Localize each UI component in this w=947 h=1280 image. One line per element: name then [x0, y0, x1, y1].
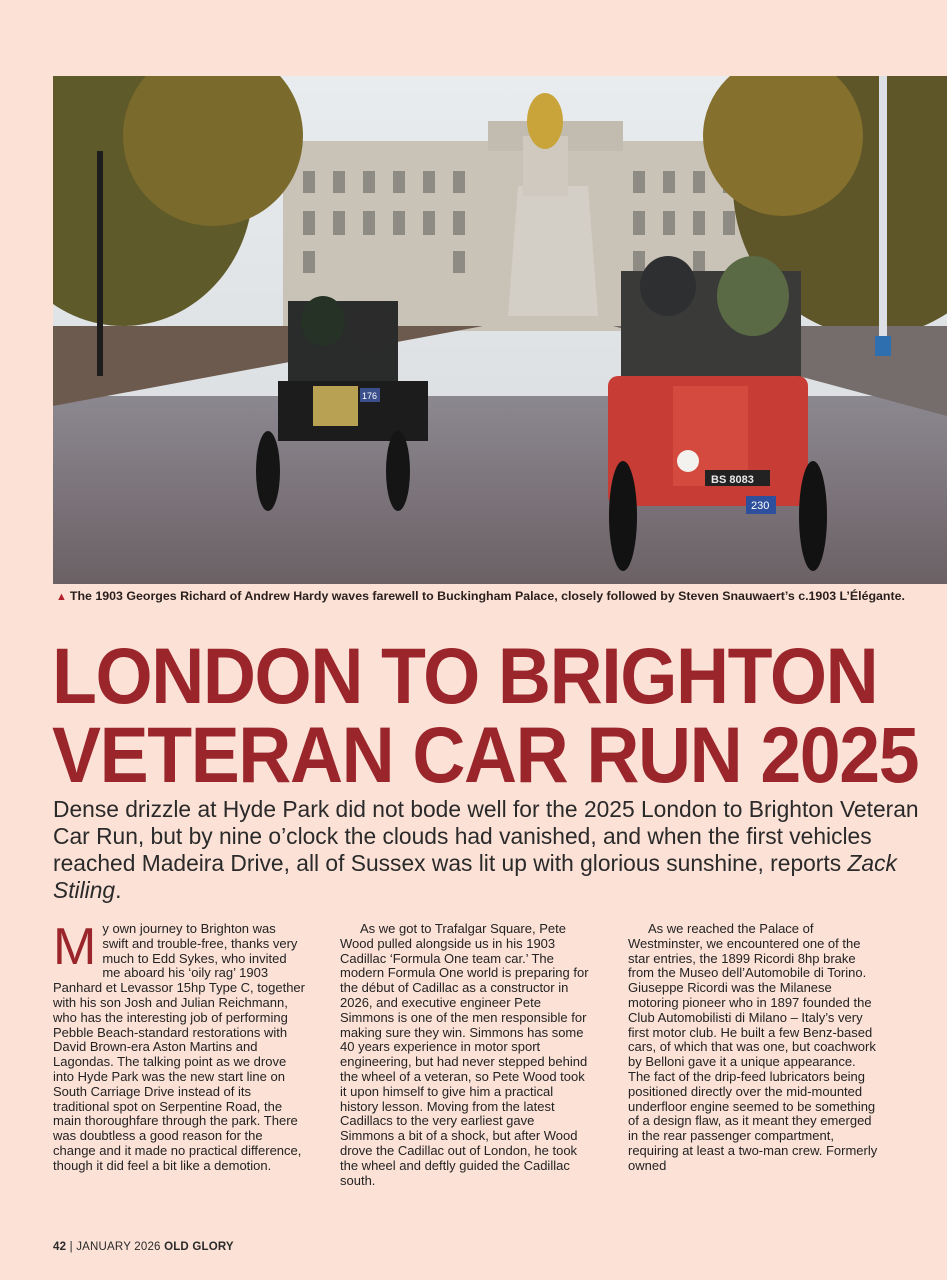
page-footer [53, 1241, 234, 1253]
headline-line-1: LONDON TO BRIGHTON [52, 631, 878, 720]
magazine-name: OLD GLORY [164, 1241, 234, 1253]
left-car-number: 176 [362, 391, 378, 401]
drop-cap: M [53, 918, 97, 976]
right-car-number: 230 [751, 500, 770, 512]
issue-date: JANUARY 2026 [76, 1241, 161, 1253]
headline-line-2: VETERAN CAR RUN 2025 [52, 710, 919, 799]
caption-text: The 1903 Georges Richard of Andrew Hardy waves farewell to Buckingham Palace, closely followed by Steven Snauwaert’s c.1903 L’Élégante. [69, 589, 905, 603]
standfirst-end: . [115, 877, 122, 903]
right-car-registration: BS 8083 [711, 474, 754, 486]
author-name: Zack Stiling [53, 850, 897, 903]
footer-separator: | [69, 1241, 73, 1253]
article-column-2: As we got to Trafalgar Square, Pete Wood pulled alongside us in his 1903 Cadillac ‘Formula One team car.’ The modern Formula One world is preparing for the début of Cadillac as a constructor in 2026, and executive engineer Pete Simmons is one of the men responsible for making sure they win. Simmons has some 40 years experience in motor sport engineering, but had never stepped behind the wheel of a veteran, so Pete Wood took it upon himself to give him a practical history lesson. Moving from the latest Cadillacs to the very earliest gave Simmons a bit of a shock, but after Wood drove the Cadillac out of London, he took the wheel and deftly guided the Cadillac south. [340, 921, 589, 1188]
caption-triangle-icon: ▲ [56, 591, 67, 603]
page-number: 42 [53, 1241, 67, 1253]
photo-caption [56, 589, 926, 605]
article-column-1 [53, 918, 305, 1174]
palace-veteran-cars-photo [53, 76, 947, 584]
headline [52, 631, 919, 799]
standfirst-text: Dense drizzle at Hyde Park did not bode well for the 2025 London to Brighton Veteran Car Run, but by nine o’clock the clouds had vanished, and when the first vehicles reached Madeira Drive, all of Sussex was lit up with glorious sunshine, reports [53, 796, 919, 876]
hero-photo [53, 76, 947, 584]
article-column-3: As we reached the Palace of Westminster, we encountered one of the star entries, the 1899 Ricordi 8hp brake from the Museo dell’Automobile di Torino. Giuseppe Ricordi was the Milanese motoring pioneer who in 1897 founded the Club Automobilisti di Milano – Italy’s very first motor club. He built a few Benz-based cars, of which that was one, but coachwork by Belloni gave it a unique appearance. The fact of the drip-feed lubricators being positioned directly over the mid-mounted underfloor engine seemed to be something of a design flaw, as it meant they emerged in the rear passenger compartment, requiring at least a two-man crew. Formerly owned [628, 921, 878, 1173]
standfirst [53, 796, 923, 904]
column-1-text: y own journey to Brighton was swift and trouble-free, thanks very much to Edd Sykes, who invited me aboard his ‘oily rag’ 1903 Panhard et Levassor 15hp Type C, together with his son Josh and Julian Reichmann, who has the interesting job of performing Pebble Beach-standard restorations with David Brown-era Aston Martins and Lagondas. The talking point as we drove into Hyde Park was the new start line on South Carriage Drive instead of its traditional spot on Serpentine Road, the main thoroughfare through the park. There was doubtless a good reason for the change and it made no practical difference, though it did feel a bit like a demotion. [53, 921, 305, 1173]
